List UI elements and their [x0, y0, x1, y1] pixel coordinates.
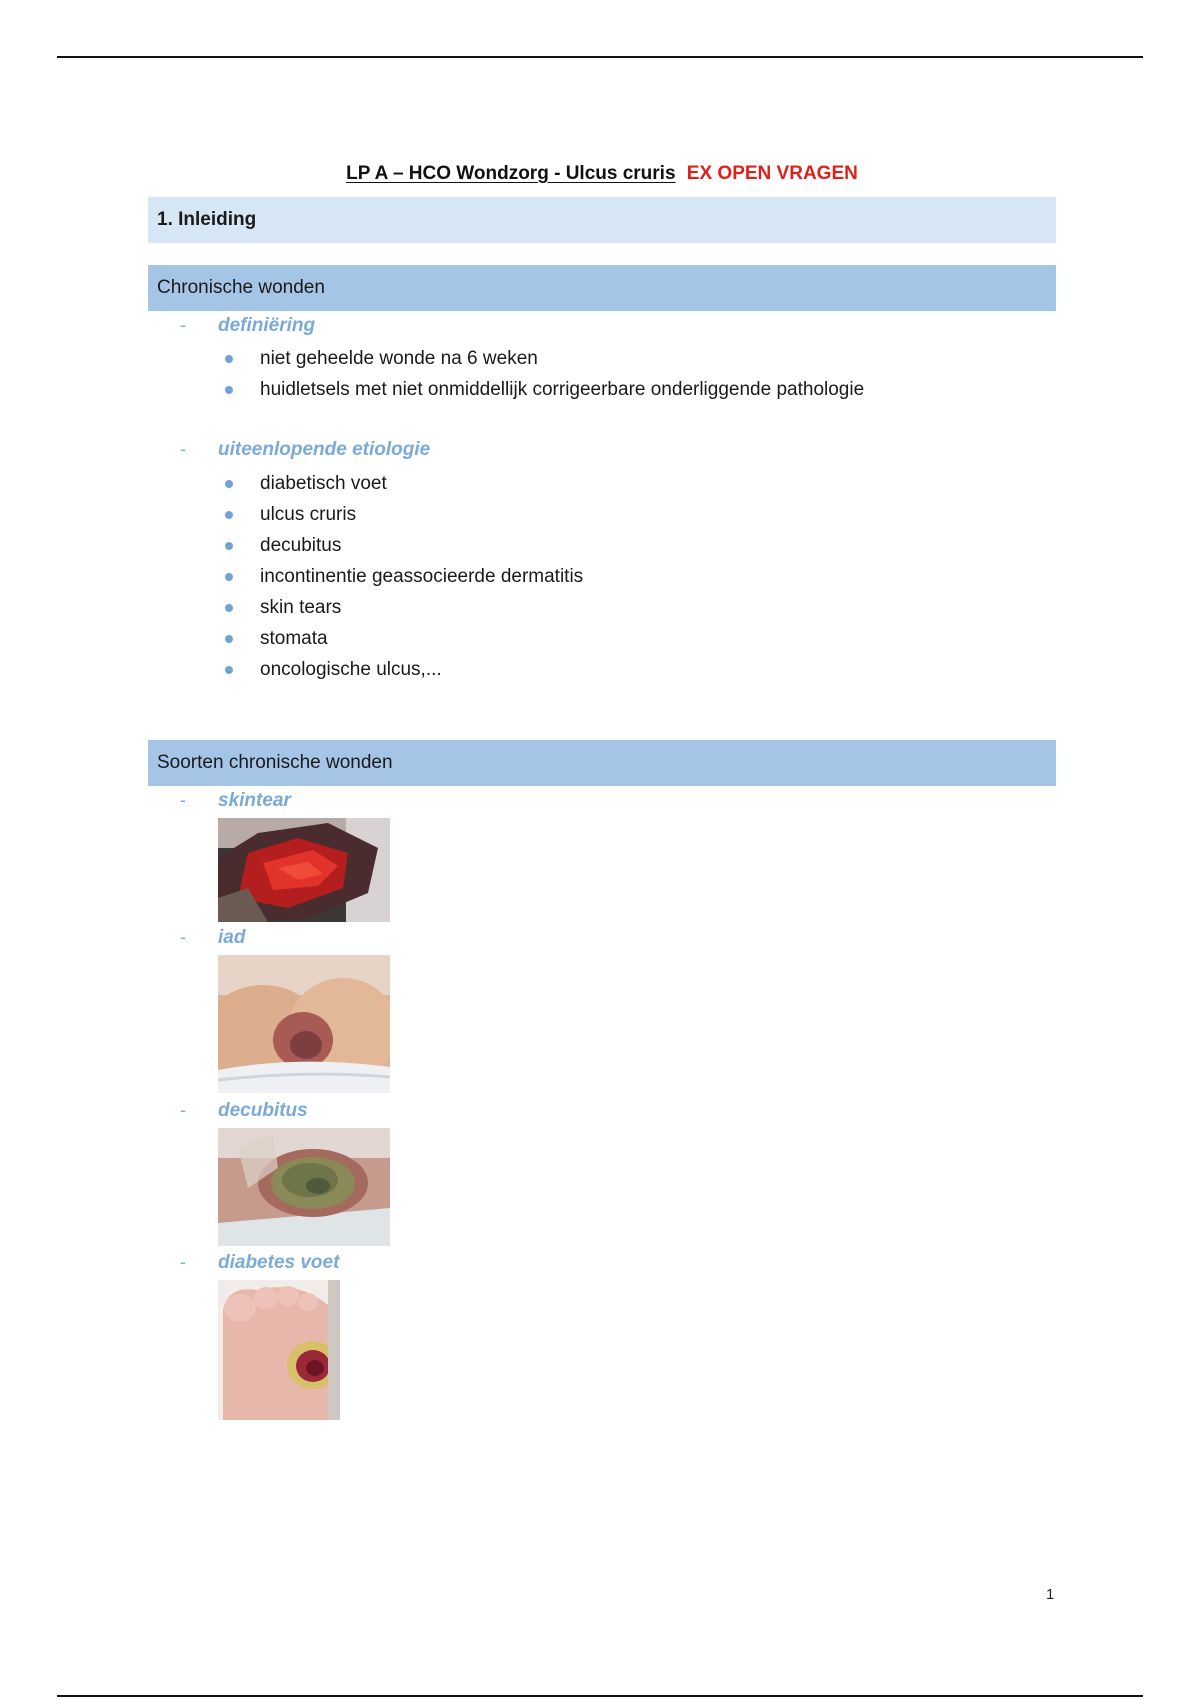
list-item: niet geheelde wonde na 6 weken: [218, 343, 864, 374]
subheading-etiologie: uiteenlopende etiologie: [218, 439, 431, 460]
iad-photo: [218, 955, 390, 1093]
subheading-iad: iad: [218, 927, 246, 948]
etiologie-list: [218, 468, 583, 685]
dash-marker: -: [180, 927, 186, 947]
list-item: skin tears: [218, 592, 583, 623]
dash-marker: -: [180, 439, 186, 459]
dash-marker: -: [180, 315, 186, 335]
subheading-skintear: skintear: [218, 790, 291, 811]
subheading-definitie: definiëring: [218, 315, 316, 336]
skin-tear-photo: [218, 818, 390, 922]
diabetic-foot-photo: [218, 1280, 340, 1420]
section-heading-chronische-wonden: Chronische wonden: [148, 265, 1056, 311]
section-heading-inleiding: 1. Inleiding: [148, 197, 1056, 243]
list-item: oncologische ulcus,...: [218, 654, 583, 685]
section-heading-soorten: Soorten chronische wonden: [148, 740, 1056, 786]
document-title-main: LP A – HCO Wondzorg - Ulcus cruris: [346, 163, 676, 184]
header-rule: [57, 56, 1143, 58]
list-item: diabetisch voet: [218, 468, 583, 499]
page-number: 1: [1046, 1586, 1055, 1603]
footer-rule: [57, 1695, 1143, 1697]
exam-badge: EX OPEN VRAGEN: [686, 163, 858, 184]
dash-marker: -: [180, 1100, 186, 1120]
dash-marker: -: [180, 790, 186, 810]
list-item: incontinentie geassocieerde dermatitis: [218, 561, 583, 592]
list-item: huidletsels met niet onmiddellijk corrigeerbare onderliggende pathologie: [218, 374, 864, 405]
decubitus-photo: [218, 1128, 390, 1246]
definitie-list: [218, 343, 864, 405]
list-item: decubitus: [218, 530, 583, 561]
subheading-diabetes-voet: diabetes voet: [218, 1252, 340, 1273]
list-item: ulcus cruris: [218, 499, 583, 530]
document-title: [148, 160, 1056, 188]
subheading-decubitus: decubitus: [218, 1100, 308, 1121]
dash-marker: -: [180, 1252, 186, 1272]
list-item: stomata: [218, 623, 583, 654]
